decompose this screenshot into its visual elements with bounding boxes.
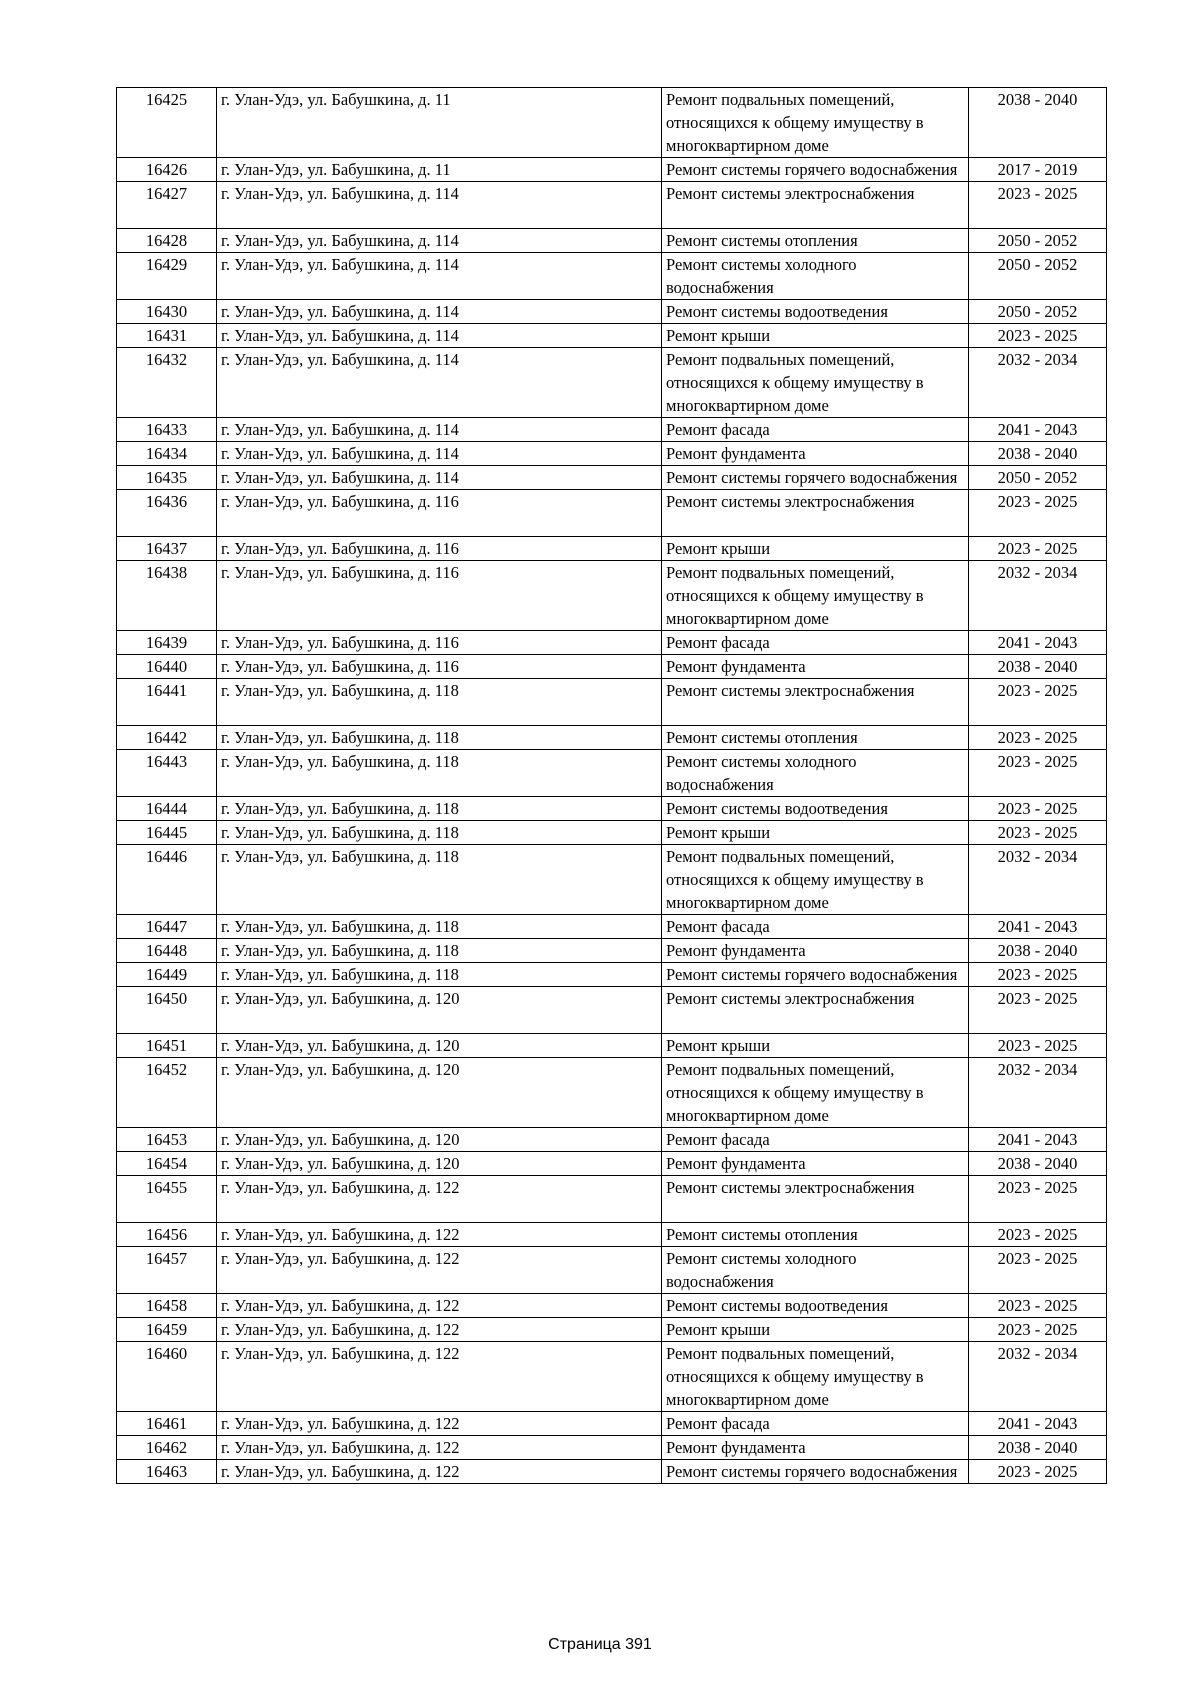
work-type-cell: Ремонт системы отопления — [662, 726, 969, 750]
table-row — [117, 1058, 1107, 1128]
table-row — [117, 537, 1107, 561]
period-cell: 2032 - 2034 — [969, 1342, 1107, 1412]
work-type-cell: Ремонт подвальных помещений, относящихся к общему имуществу в многоквартирном доме — [662, 348, 969, 418]
row-number-cell: 16463 — [117, 1460, 217, 1484]
period-cell: 2023 - 2025 — [969, 1318, 1107, 1342]
table-row — [117, 1128, 1107, 1152]
period-cell: 2041 - 2043 — [969, 915, 1107, 939]
address-cell: г. Улан-Удэ, ул. Бабушкина, д. 118 — [217, 750, 662, 797]
work-type-cell: Ремонт подвальных помещений, относящихся к общему имуществу в многоквартирном доме — [662, 1058, 969, 1128]
table-row — [117, 1436, 1107, 1460]
period-cell: 2017 - 2019 — [969, 158, 1107, 182]
address-cell: г. Улан-Удэ, ул. Бабушкина, д. 114 — [217, 324, 662, 348]
page-number: Страница 391 — [548, 1636, 652, 1653]
period-cell: 2038 - 2040 — [969, 655, 1107, 679]
period-cell: 2023 - 2025 — [969, 797, 1107, 821]
period-cell: 2050 - 2052 — [969, 300, 1107, 324]
row-number-cell: 16440 — [117, 655, 217, 679]
row-number-cell: 16431 — [117, 324, 217, 348]
work-type-cell: Ремонт системы холодного водоснабжения — [662, 1247, 969, 1294]
row-number-cell: 16446 — [117, 845, 217, 915]
period-cell: 2041 - 2043 — [969, 418, 1107, 442]
period-cell: 2041 - 2043 — [969, 631, 1107, 655]
address-cell: г. Улан-Удэ, ул. Бабушкина, д. 118 — [217, 726, 662, 750]
period-cell: 2038 - 2040 — [969, 442, 1107, 466]
row-number-cell: 16453 — [117, 1128, 217, 1152]
work-type-cell: Ремонт крыши — [662, 1318, 969, 1342]
work-type-cell: Ремонт системы горячего водоснабжения — [662, 1460, 969, 1484]
address-cell: г. Улан-Удэ, ул. Бабушкина, д. 122 — [217, 1223, 662, 1247]
row-number-cell: 16428 — [117, 229, 217, 253]
work-type-cell: Ремонт системы электроснабжения — [662, 490, 969, 537]
address-cell: г. Улан-Удэ, ул. Бабушкина, д. 122 — [217, 1342, 662, 1412]
period-cell: 2023 - 2025 — [969, 1176, 1107, 1223]
work-type-cell: Ремонт фасада — [662, 1128, 969, 1152]
period-cell: 2041 - 2043 — [969, 1128, 1107, 1152]
address-cell: г. Улан-Удэ, ул. Бабушкина, д. 114 — [217, 253, 662, 300]
row-number-cell: 16435 — [117, 466, 217, 490]
row-number-cell: 16458 — [117, 1294, 217, 1318]
row-number-cell: 16425 — [117, 88, 217, 158]
row-number-cell: 16456 — [117, 1223, 217, 1247]
work-type-cell: Ремонт системы водоотведения — [662, 1294, 969, 1318]
work-type-cell: Ремонт системы электроснабжения — [662, 1176, 969, 1223]
row-number-cell: 16454 — [117, 1152, 217, 1176]
address-cell: г. Улан-Удэ, ул. Бабушкина, д. 114 — [217, 300, 662, 324]
work-type-cell: Ремонт системы отопления — [662, 229, 969, 253]
work-type-cell: Ремонт фасада — [662, 631, 969, 655]
table-row — [117, 418, 1107, 442]
address-cell: г. Улан-Удэ, ул. Бабушкина, д. 118 — [217, 679, 662, 726]
period-cell: 2038 - 2040 — [969, 1152, 1107, 1176]
period-cell: 2023 - 2025 — [969, 987, 1107, 1034]
row-number-cell: 16443 — [117, 750, 217, 797]
work-type-cell: Ремонт системы электроснабжения — [662, 679, 969, 726]
address-cell: г. Улан-Удэ, ул. Бабушкина, д. 114 — [217, 348, 662, 418]
work-type-cell: Ремонт крыши — [662, 324, 969, 348]
row-number-cell: 16434 — [117, 442, 217, 466]
row-number-cell: 16461 — [117, 1412, 217, 1436]
table-row — [117, 229, 1107, 253]
work-type-cell: Ремонт подвальных помещений, относящихся к общему имуществу в многоквартирном доме — [662, 561, 969, 631]
address-cell: г. Улан-Удэ, ул. Бабушкина, д. 118 — [217, 939, 662, 963]
work-type-cell: Ремонт фасада — [662, 915, 969, 939]
table-row — [117, 655, 1107, 679]
row-number-cell: 16449 — [117, 963, 217, 987]
period-cell: 2023 - 2025 — [969, 1223, 1107, 1247]
period-cell: 2023 - 2025 — [969, 726, 1107, 750]
work-type-cell: Ремонт фундамента — [662, 655, 969, 679]
table-row — [117, 1176, 1107, 1223]
row-number-cell: 16432 — [117, 348, 217, 418]
work-type-cell: Ремонт системы электроснабжения — [662, 182, 969, 229]
table-row — [117, 821, 1107, 845]
table-row — [117, 1034, 1107, 1058]
period-cell: 2050 - 2052 — [969, 466, 1107, 490]
address-cell: г. Улан-Удэ, ул. Бабушкина, д. 116 — [217, 537, 662, 561]
row-number-cell: 16455 — [117, 1176, 217, 1223]
address-cell: г. Улан-Удэ, ул. Бабушкина, д. 114 — [217, 229, 662, 253]
address-cell: г. Улан-Удэ, ул. Бабушкина, д. 116 — [217, 631, 662, 655]
work-type-cell: Ремонт системы водоотведения — [662, 300, 969, 324]
period-cell: 2041 - 2043 — [969, 1412, 1107, 1436]
table-row — [117, 1460, 1107, 1484]
address-cell: г. Улан-Удэ, ул. Бабушкина, д. 11 — [217, 88, 662, 158]
row-number-cell: 16430 — [117, 300, 217, 324]
row-number-cell: 16439 — [117, 631, 217, 655]
row-number-cell: 16436 — [117, 490, 217, 537]
table-row — [117, 1318, 1107, 1342]
address-cell: г. Улан-Удэ, ул. Бабушкина, д. 122 — [217, 1436, 662, 1460]
row-number-cell: 16427 — [117, 182, 217, 229]
table-row — [117, 490, 1107, 537]
row-number-cell: 16445 — [117, 821, 217, 845]
work-type-cell: Ремонт системы водоотведения — [662, 797, 969, 821]
period-cell: 2023 - 2025 — [969, 1034, 1107, 1058]
address-cell: г. Улан-Удэ, ул. Бабушкина, д. 122 — [217, 1412, 662, 1436]
period-cell: 2038 - 2040 — [969, 88, 1107, 158]
table-row — [117, 1152, 1107, 1176]
period-cell: 2023 - 2025 — [969, 1294, 1107, 1318]
address-cell: г. Улан-Удэ, ул. Бабушкина, д. 114 — [217, 442, 662, 466]
table-body — [117, 88, 1107, 1484]
table-row — [117, 1342, 1107, 1412]
period-cell: 2023 - 2025 — [969, 821, 1107, 845]
table-row — [117, 679, 1107, 726]
table-row — [117, 561, 1107, 631]
period-cell: 2023 - 2025 — [969, 679, 1107, 726]
address-cell: г. Улан-Удэ, ул. Бабушкина, д. 122 — [217, 1294, 662, 1318]
work-type-cell: Ремонт фундамента — [662, 442, 969, 466]
address-cell: г. Улан-Удэ, ул. Бабушкина, д. 116 — [217, 655, 662, 679]
row-number-cell: 16447 — [117, 915, 217, 939]
address-cell: г. Улан-Удэ, ул. Бабушкина, д. 122 — [217, 1247, 662, 1294]
table-row — [117, 915, 1107, 939]
work-type-cell: Ремонт системы горячего водоснабжения — [662, 158, 969, 182]
address-cell: г. Улан-Удэ, ул. Бабушкина, д. 114 — [217, 418, 662, 442]
table-row — [117, 1294, 1107, 1318]
address-cell: г. Улан-Удэ, ул. Бабушкина, д. 120 — [217, 1152, 662, 1176]
row-number-cell: 16429 — [117, 253, 217, 300]
row-number-cell: 16450 — [117, 987, 217, 1034]
address-cell: г. Улан-Удэ, ул. Бабушкина, д. 118 — [217, 845, 662, 915]
address-cell: г. Улан-Удэ, ул. Бабушкина, д. 120 — [217, 1058, 662, 1128]
repair-schedule-table — [116, 87, 1107, 1484]
period-cell: 2023 - 2025 — [969, 1460, 1107, 1484]
address-cell: г. Улан-Удэ, ул. Бабушкина, д. 120 — [217, 1128, 662, 1152]
period-cell: 2038 - 2040 — [969, 939, 1107, 963]
address-cell: г. Улан-Удэ, ул. Бабушкина, д. 120 — [217, 987, 662, 1034]
row-number-cell: 16452 — [117, 1058, 217, 1128]
period-cell: 2023 - 2025 — [969, 1247, 1107, 1294]
row-number-cell: 16448 — [117, 939, 217, 963]
address-cell: г. Улан-Удэ, ул. Бабушкина, д. 122 — [217, 1318, 662, 1342]
table-row — [117, 253, 1107, 300]
address-cell: г. Улан-Удэ, ул. Бабушкина, д. 118 — [217, 821, 662, 845]
address-cell: г. Улан-Удэ, ул. Бабушкина, д. 11 — [217, 158, 662, 182]
row-number-cell: 16433 — [117, 418, 217, 442]
work-type-cell: Ремонт системы горячего водоснабжения — [662, 963, 969, 987]
period-cell: 2032 - 2034 — [969, 1058, 1107, 1128]
table-row — [117, 1247, 1107, 1294]
work-type-cell: Ремонт системы отопления — [662, 1223, 969, 1247]
table-row — [117, 324, 1107, 348]
work-type-cell: Ремонт подвальных помещений, относящихся к общему имуществу в многоквартирном доме — [662, 1342, 969, 1412]
table-row — [117, 797, 1107, 821]
row-number-cell: 16460 — [117, 1342, 217, 1412]
work-type-cell: Ремонт системы горячего водоснабжения — [662, 466, 969, 490]
row-number-cell: 16462 — [117, 1436, 217, 1460]
row-number-cell: 16459 — [117, 1318, 217, 1342]
table-row — [117, 158, 1107, 182]
row-number-cell: 16451 — [117, 1034, 217, 1058]
table-row — [117, 442, 1107, 466]
table-row — [117, 845, 1107, 915]
period-cell: 2032 - 2034 — [969, 348, 1107, 418]
work-type-cell: Ремонт системы холодного водоснабжения — [662, 253, 969, 300]
table-row — [117, 963, 1107, 987]
address-cell: г. Улан-Удэ, ул. Бабушкина, д. 118 — [217, 963, 662, 987]
table-row — [117, 1412, 1107, 1436]
address-cell: г. Улан-Удэ, ул. Бабушкина, д. 122 — [217, 1176, 662, 1223]
period-cell: 2032 - 2034 — [969, 561, 1107, 631]
period-cell: 2050 - 2052 — [969, 229, 1107, 253]
row-number-cell: 16441 — [117, 679, 217, 726]
table-row — [117, 726, 1107, 750]
work-type-cell: Ремонт подвальных помещений, относящихся к общему имуществу в многоквартирном доме — [662, 88, 969, 158]
work-type-cell: Ремонт подвальных помещений, относящихся к общему имуществу в многоквартирном доме — [662, 845, 969, 915]
table-row — [117, 348, 1107, 418]
address-cell: г. Улан-Удэ, ул. Бабушкина, д. 120 — [217, 1034, 662, 1058]
work-type-cell: Ремонт крыши — [662, 537, 969, 561]
work-type-cell: Ремонт крыши — [662, 821, 969, 845]
address-cell: г. Улан-Удэ, ул. Бабушкина, д. 114 — [217, 466, 662, 490]
table-row — [117, 466, 1107, 490]
table-row — [117, 182, 1107, 229]
period-cell: 2050 - 2052 — [969, 253, 1107, 300]
row-number-cell: 16438 — [117, 561, 217, 631]
row-number-cell: 16426 — [117, 158, 217, 182]
period-cell: 2023 - 2025 — [969, 182, 1107, 229]
period-cell: 2032 - 2034 — [969, 845, 1107, 915]
address-cell: г. Улан-Удэ, ул. Бабушкина, д. 118 — [217, 915, 662, 939]
period-cell: 2023 - 2025 — [969, 750, 1107, 797]
work-type-cell: Ремонт фундамента — [662, 1436, 969, 1460]
period-cell: 2023 - 2025 — [969, 537, 1107, 561]
address-cell: г. Улан-Удэ, ул. Бабушкина, д. 122 — [217, 1460, 662, 1484]
work-type-cell: Ремонт фундамента — [662, 1152, 969, 1176]
table-row — [117, 631, 1107, 655]
table-row — [117, 300, 1107, 324]
period-cell: 2023 - 2025 — [969, 324, 1107, 348]
period-cell: 2038 - 2040 — [969, 1436, 1107, 1460]
table-row — [117, 1223, 1107, 1247]
work-type-cell: Ремонт крыши — [662, 1034, 969, 1058]
row-number-cell: 16457 — [117, 1247, 217, 1294]
work-type-cell: Ремонт фасада — [662, 418, 969, 442]
table-row — [117, 750, 1107, 797]
work-type-cell: Ремонт фасада — [662, 1412, 969, 1436]
work-type-cell: Ремонт фундамента — [662, 939, 969, 963]
row-number-cell: 16442 — [117, 726, 217, 750]
address-cell: г. Улан-Удэ, ул. Бабушкина, д. 114 — [217, 182, 662, 229]
period-cell: 2023 - 2025 — [969, 963, 1107, 987]
work-type-cell: Ремонт системы электроснабжения — [662, 987, 969, 1034]
address-cell: г. Улан-Удэ, ул. Бабушкина, д. 118 — [217, 797, 662, 821]
address-cell: г. Улан-Удэ, ул. Бабушкина, д. 116 — [217, 490, 662, 537]
period-cell: 2023 - 2025 — [969, 490, 1107, 537]
table-row — [117, 939, 1107, 963]
table-row — [117, 88, 1107, 158]
table-row — [117, 987, 1107, 1034]
row-number-cell: 16444 — [117, 797, 217, 821]
address-cell: г. Улан-Удэ, ул. Бабушкина, д. 116 — [217, 561, 662, 631]
work-type-cell: Ремонт системы холодного водоснабжения — [662, 750, 969, 797]
row-number-cell: 16437 — [117, 537, 217, 561]
